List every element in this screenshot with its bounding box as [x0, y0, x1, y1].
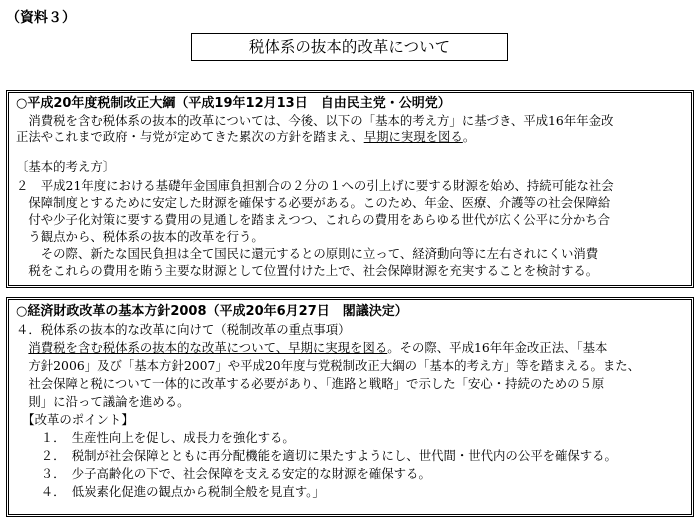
- box1-section-label: 〔基本的考え方〕: [16, 159, 116, 174]
- box1-line: その際、新たな国民負担は全て国民に還元するとの原則に立って、経済動向等に左右されにくい消費: [16, 246, 599, 261]
- box1-line: 付や少子化対策に要する費用の見通しを踏まえつつ、これらの費用をあらゆる世代が広く公平に分かち合: [16, 212, 611, 227]
- page-title: 税体系の抜本的改革について: [191, 33, 508, 61]
- box2-point-item: １． 生産性向上を促し、成長力を強化する。: [16, 430, 295, 445]
- box2-points-label: 【改革のポイント】: [16, 412, 134, 427]
- box1-heading: ○平成20年度税制改正大綱（平成19年12月13日 自由民主党・公明党）: [16, 96, 451, 111]
- box2-point-item: ４． 低炭素化促進の観点から税制全般を見直す。」: [16, 484, 325, 499]
- box1-line: 税をこれらの費用を賄う主要な財源として位置付けた上で、社会保障財源を充実することを検討する。: [16, 263, 599, 278]
- box1-line: 正法やこれまで政府・与党が定めてきた累次の方針を踏まえ、早期に実現を図る。: [16, 129, 476, 144]
- box2-line: ４．税体系の抜本的な改革に向けて（税制改革の重点事項）: [16, 322, 351, 337]
- box1-line: ２ 平成21年度における基礎年金国庫負担割合の２分の１への引上げに要する財源を始め、持続可能な社会: [16, 178, 614, 193]
- box2-line: 社会保障と税について一体的に改革する必要があり、「進路と戦略」で示した「安心・持続のための５原: [16, 376, 605, 391]
- box1-line: う観点から、税体系の抜本的改革を行う。: [16, 229, 264, 244]
- box2-heading: ○経済財政改革の基本方針2008（平成20年6月27日 閣議決定）: [16, 304, 408, 319]
- box2-point-item: ３． 少子高齢化の下で、社会保障を支える安定的な財源を確保する。: [16, 466, 431, 481]
- reference-label: （資料３）: [6, 10, 76, 26]
- box2-point-item: ２． 税制が社会保障とともに再分配機能を適切に果たすようにし、世代間・世代内の公平を確保する。: [16, 448, 617, 463]
- box2-line: 消費税を含む税体系の抜本的な改革について、早期に実現を図る。その際、平成16年年金改正法、「基本: [28, 340, 608, 355]
- box2-line: 方針2006」及び「基本方針2007」や平成20年度与党税制改正大綱の「基本的考え方」等を踏まえる。また、: [16, 358, 641, 373]
- box1-line: 保障制度とするために安定した財源を確保する必要がある。このため、年金、医療、介護等の社会保障給: [16, 195, 611, 210]
- box1-line: 消費税を含む税体系の抜本的改革については、今後、以下の「基本的考え方」に基づき、平成16年年金改: [16, 113, 614, 128]
- box2-line: 則」に沿って議論を進める。: [16, 394, 190, 409]
